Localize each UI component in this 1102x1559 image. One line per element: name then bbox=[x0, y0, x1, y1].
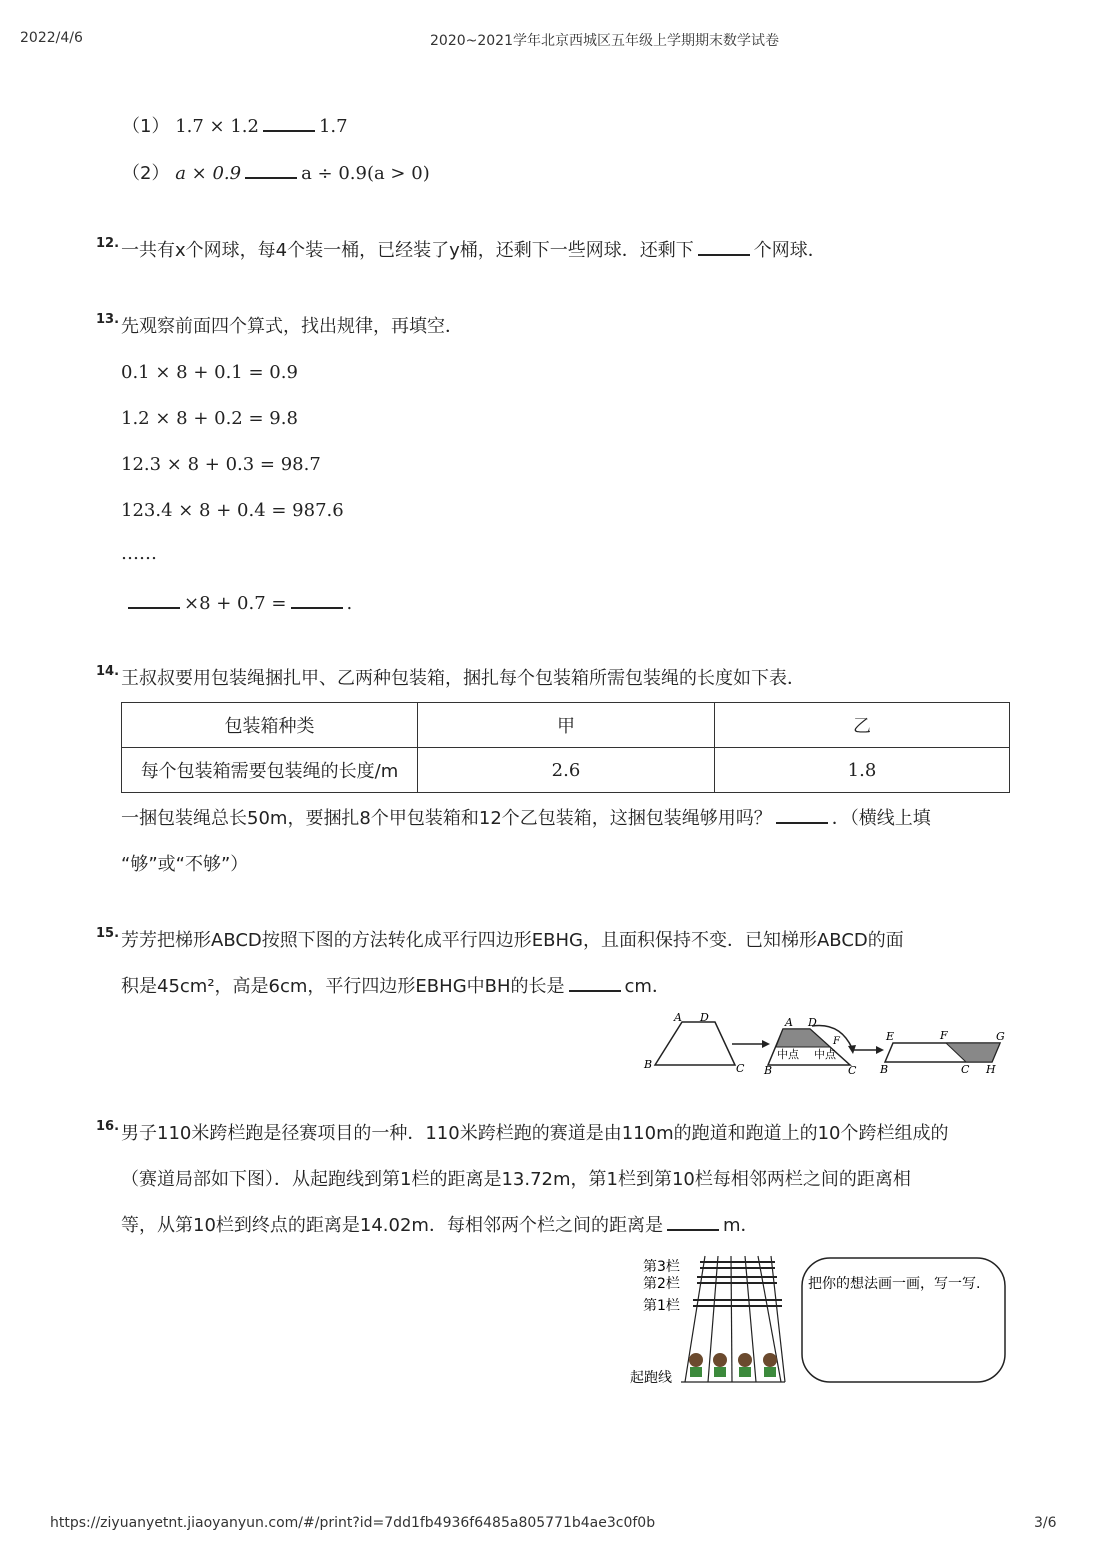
q11-sub2-right: a ÷ 0.9(a > 0) bbox=[301, 163, 430, 184]
arrow-2-head bbox=[876, 1046, 884, 1054]
q16-line3-after: m． bbox=[722, 1215, 759, 1236]
q11-sub1-left: 1.7 × 1.2 bbox=[175, 116, 259, 137]
hurdle-lines bbox=[693, 1262, 782, 1306]
hurdle-2-label: 第2栏 bbox=[643, 1276, 680, 1292]
q13-eq4: 123.4 × 8 + 0.4 = 987.6 bbox=[121, 500, 344, 521]
q11-sub1-right: 1.7 bbox=[318, 116, 348, 137]
q11-sub1-blank[interactable] bbox=[263, 116, 315, 132]
hurdle-3-label: 第3栏 bbox=[643, 1259, 680, 1275]
q15-line2 bbox=[121, 975, 670, 999]
table-cell-label: 每个包装箱需要包装绳的长度/m bbox=[122, 748, 418, 793]
label-d2: D bbox=[808, 1016, 817, 1029]
label-a1: A bbox=[674, 1011, 682, 1024]
q13-number: 13. bbox=[96, 312, 120, 327]
q16-line3-before: 等，从第10栏到终点的距离是14.02m．每相邻两个栏之间的距离是 bbox=[121, 1215, 663, 1236]
q11-sub2-label: （2） bbox=[122, 163, 170, 184]
table-row bbox=[122, 703, 1010, 748]
q14-line1-before: 一捆包装绳总长50m，要捆扎8个甲包装箱和12个乙包装箱，这捆包装绳够用吗？ bbox=[121, 808, 772, 829]
footer-url: https://ziyuanyetnt.jiaoyanyun.com/#/print?id=7dd1fb4936f6485a805771b4ae3c0f0b bbox=[50, 1515, 656, 1531]
q13-eq3: 12.3 × 8 + 0.3 = 98.7 bbox=[121, 454, 321, 475]
arrow-1-head bbox=[762, 1040, 770, 1048]
q16-line1: 男子110米跨栏跑是径赛项目的一种．110米跨栏跑的赛道是由110m的跑道和跑道上的10个跨栏组成的 bbox=[121, 1123, 949, 1144]
q15-figure bbox=[640, 1010, 1010, 1080]
hurdle-1-label: 第1栏 bbox=[643, 1298, 680, 1314]
label-h: H bbox=[986, 1063, 996, 1076]
label-a2: A bbox=[785, 1016, 793, 1029]
page-number: 3/6 bbox=[1034, 1515, 1057, 1531]
q13-fill-line bbox=[124, 592, 352, 616]
q12-text-before: 一共有x个网球，每4个装一桶，已经装了y桶，还剩下一些网球．还剩下 bbox=[121, 240, 694, 261]
q16-line3 bbox=[121, 1214, 759, 1238]
q11-sub1 bbox=[122, 115, 348, 139]
q13-eq1: 0.1 × 8 + 0.1 = 0.9 bbox=[121, 362, 298, 383]
table-row bbox=[122, 748, 1010, 793]
trapezoid-abcd bbox=[655, 1022, 735, 1065]
q13-end: . bbox=[346, 593, 353, 614]
moved-piece bbox=[946, 1043, 1000, 1062]
q11-sub2 bbox=[122, 162, 430, 186]
q12-number: 12. bbox=[96, 236, 120, 251]
label-c3: C bbox=[961, 1063, 970, 1076]
label-f3: F bbox=[940, 1029, 948, 1042]
midpoint-label-1: 中点 bbox=[777, 1048, 799, 1061]
q16-number: 16. bbox=[96, 1119, 120, 1134]
label-g: G bbox=[996, 1030, 1005, 1043]
start-line-label: 起跑线 bbox=[630, 1370, 672, 1386]
q13-blank-2[interactable] bbox=[291, 593, 343, 609]
q12-text-after: 个网球． bbox=[753, 240, 826, 261]
q14-blank[interactable] bbox=[776, 808, 828, 824]
q11-sub2-blank[interactable] bbox=[245, 163, 297, 179]
table-header-jia: 甲 bbox=[418, 703, 715, 748]
label-b2: B bbox=[764, 1064, 773, 1077]
q14-intro: 王叔叔要用包装绳捆扎甲、乙两种包装箱，捆扎每个包装箱所需包装绳的长度如下表． bbox=[121, 668, 805, 689]
q16-figure bbox=[625, 1252, 1015, 1392]
label-d1: D bbox=[700, 1011, 709, 1024]
q13-intro: 先观察前面四个算式，找出规律，再填空． bbox=[121, 316, 463, 337]
table-header-type: 包装箱种类 bbox=[122, 703, 418, 748]
q16-blank[interactable] bbox=[667, 1215, 719, 1231]
label-b3: B bbox=[880, 1063, 889, 1076]
q12-blank[interactable] bbox=[698, 240, 750, 256]
q11-sub1-label: （1） bbox=[122, 116, 170, 137]
q14-table bbox=[121, 702, 1010, 793]
q15-line2-before: 积是45cm²，高是6cm，平行四边形EBHG中BH的长是 bbox=[121, 976, 565, 997]
label-f2: F bbox=[833, 1036, 840, 1047]
print-date: 2022/4/6 bbox=[20, 30, 83, 46]
q15-blank[interactable] bbox=[569, 976, 621, 992]
q13-dots: …… bbox=[121, 543, 157, 564]
q12-text bbox=[121, 239, 826, 263]
label-b1: B bbox=[644, 1058, 653, 1071]
table-cell-yi: 1.8 bbox=[715, 748, 1010, 793]
q14-question bbox=[121, 807, 931, 831]
shaded-piece bbox=[776, 1029, 830, 1047]
q13-eq2: 1.2 × 8 + 0.2 = 9.8 bbox=[121, 408, 298, 429]
q15-line1: 芳芳把梯形ABCD按照下图的方法转化成平行四边形EBHG，且面积保持不变．已知梯形ABCD的面 bbox=[121, 930, 904, 951]
q14-line2: “够”或“不够”） bbox=[121, 854, 249, 875]
q14-number: 14. bbox=[96, 664, 120, 679]
q11-sub2-left: a × 0.9 bbox=[175, 163, 242, 184]
table-cell-jia: 2.6 bbox=[418, 748, 715, 793]
thinking-box-text: 把你的想法画一画，写一写. bbox=[808, 1276, 981, 1292]
label-c2: C bbox=[848, 1064, 857, 1077]
table-header-yi: 乙 bbox=[715, 703, 1010, 748]
runners bbox=[689, 1353, 777, 1377]
q15-line2-after: cm． bbox=[624, 976, 670, 997]
q13-mid: ×8 + 0.7 = bbox=[184, 593, 287, 614]
q13-blank-1[interactable] bbox=[128, 593, 180, 609]
q14-line1-after: ．（横线上填 bbox=[831, 808, 931, 829]
page-title: 2020~2021学年北京西城区五年级上学期期末数学试卷 bbox=[430, 33, 779, 49]
q15-number: 15. bbox=[96, 926, 120, 941]
q16-line2: （赛道局部如下图）．从起跑线到第1栏的距离是13.72m，第1栏到第10栏每相邻两栏之间的距离相 bbox=[121, 1169, 911, 1190]
label-e: E bbox=[886, 1030, 895, 1043]
label-c1: C bbox=[736, 1062, 745, 1075]
midpoint-label-2: 中点 bbox=[814, 1048, 836, 1061]
